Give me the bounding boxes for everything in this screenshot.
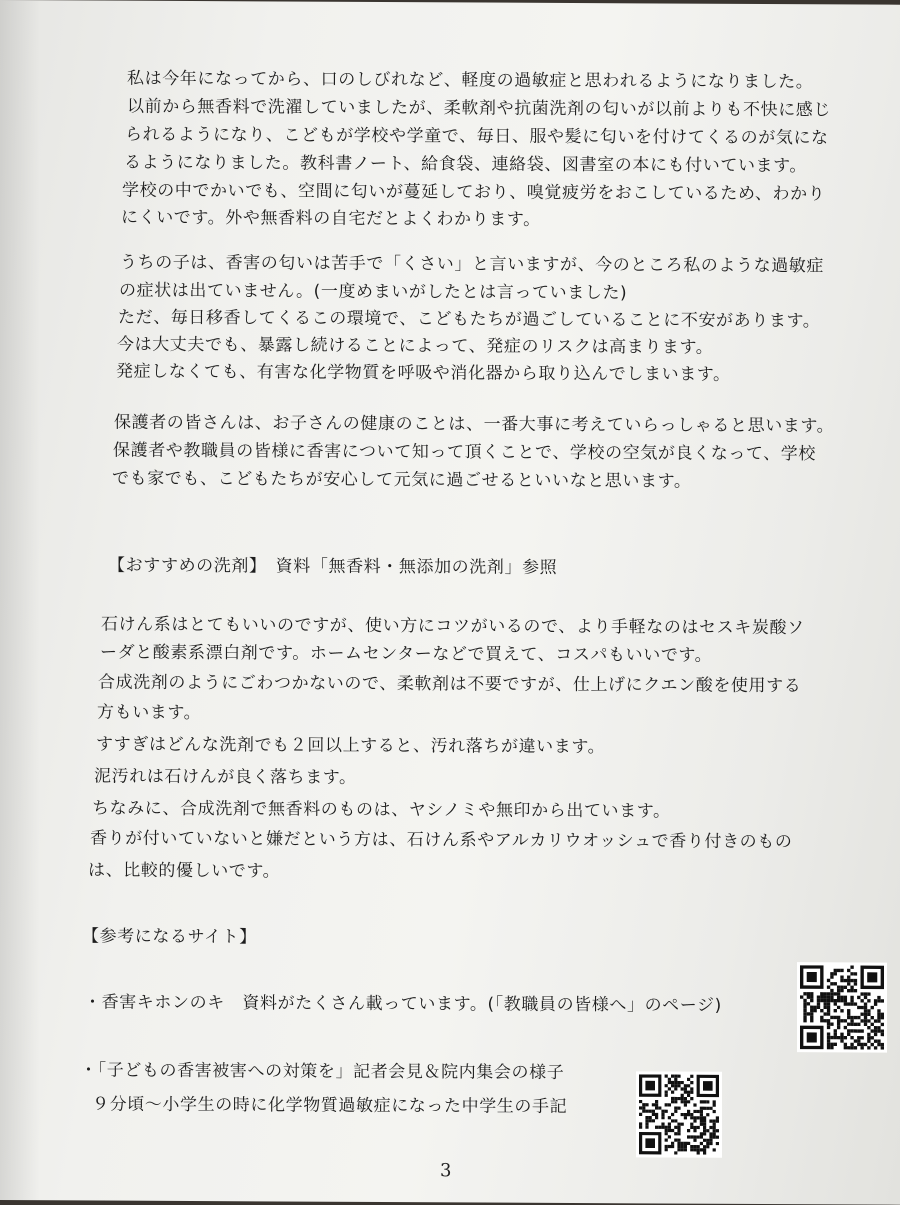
site-2-line-1: ・「子どもの香害被害への対策を」記者会見＆院内集会の様子 (80, 1060, 565, 1083)
paragraph-3-line-1: 保護者の皆さんは、お子さんの健康のことは、一番大事に考えていらっしゃると思います。 (114, 412, 835, 437)
detergent-line-5: すすぎはどんな洗剤でも２回以上すると、汚れ落ちが違います。 (96, 734, 606, 758)
detergent-line-7: ちなみに、合成洗剤で無香料のものは、ヤシノミや無印から出ています。 (92, 798, 671, 822)
qr-code-site-1 (797, 962, 887, 1052)
detergent-heading: 【おすすめの洗剤】 資料「無香料・無添加の洗剤」参照 (108, 555, 558, 578)
detergent-line-1: 石けん系はとてもいいのですが、使い方にコツがいるので、より手軽なのはセスキ炭酸ソ (101, 614, 805, 639)
paragraph-2-line-3: ただ、毎日移香してくるこの環境で、こどもたちが過ごしていることに不安があります。 (118, 307, 821, 332)
paragraph-3-line-2: 保護者や教職員の皆様に香害について知って頂くことで、学校の空気が良くなって、学校 (113, 440, 816, 465)
detergent-line-2: ーダと酸素系漂白剤です。ホームセンターなどで買えて、コスパもいいです。 (100, 642, 713, 666)
qr-code-site-2 (636, 1071, 722, 1157)
detergent-line-6: 泥汚れは石けんが良く落ちます。 (94, 766, 357, 788)
detergent-line-9: は、比較的優しいです。 (88, 860, 281, 882)
paragraph-1-line-2: 以前から無香料で洗濯していましたが、柔軟剤や抗菌洗剤の匂いが以前よりも不快に感じ (127, 96, 831, 121)
sites-heading: 【参考になるサイト】 (82, 926, 257, 948)
paragraph-2-line-2: の症状は出ていません。(一度めまいがしたとは言っていました) (119, 280, 628, 304)
paragraph-1-line-1: 私は今年になってから、口のしびれなど、軽度の過敏症と思われるようになりました。 (127, 68, 814, 93)
page-number: 3 (440, 1160, 452, 1182)
paragraph-2-line-1: うちの子は、香害の匂いは苦手で「くさい」と言いますが、今のところ私のような過敏症 (120, 252, 824, 277)
paragraph-1-line-5: 学校の中でかいでも、空間に匂いが蔓延しており、嗅覚疲労をおこしているため、わかり (122, 180, 826, 205)
paragraph-2-line-5: 発症しなくても、有害な化学物質を呼吸や消化器から取り込んでしまいます。 (116, 361, 731, 385)
site-1-line: ・香害キホンのキ 資料がたくさん載っています。(「教職員の皆様へ」のページ) (84, 992, 722, 1016)
paragraph-1-line-3: られるようになり、こどもが学校や学童で、毎日、服や髪に匂いを付けてくるのが気にな (125, 124, 829, 149)
detergent-line-3: 合成洗剤のようにごわつかないので、柔軟剤は不要ですが、仕上げにクエン酸を使用する (98, 672, 802, 697)
detergent-line-8: 香りが付いていないと嫌だという方は、石けん系やアルカリウオッシュで香り付きのもの (90, 828, 793, 853)
paragraph-1-line-4: るようになりました。教科書ノート、給食袋、連絡袋、図書室の本にも付いています。 (124, 152, 807, 177)
detergent-line-4: 方もいます。 (97, 702, 202, 724)
site-2-line-2: ９分頃～小学生の時に化学物質過敏症になった中学生の手記 (92, 1094, 568, 1117)
paragraph-1-line-6: にくいです。外や無香料の自宅だとよくわかります。 (121, 207, 541, 230)
page-shadow (0, 0, 40, 1200)
paragraph-2-line-4: 今は大丈夫でも、暴露し続けることによって、発症のリスクは高まります。 (117, 334, 714, 358)
paragraph-3-line-3: でも家でも、こどもたちが安心して元気に過ごせるといいなと思います。 (112, 468, 692, 492)
